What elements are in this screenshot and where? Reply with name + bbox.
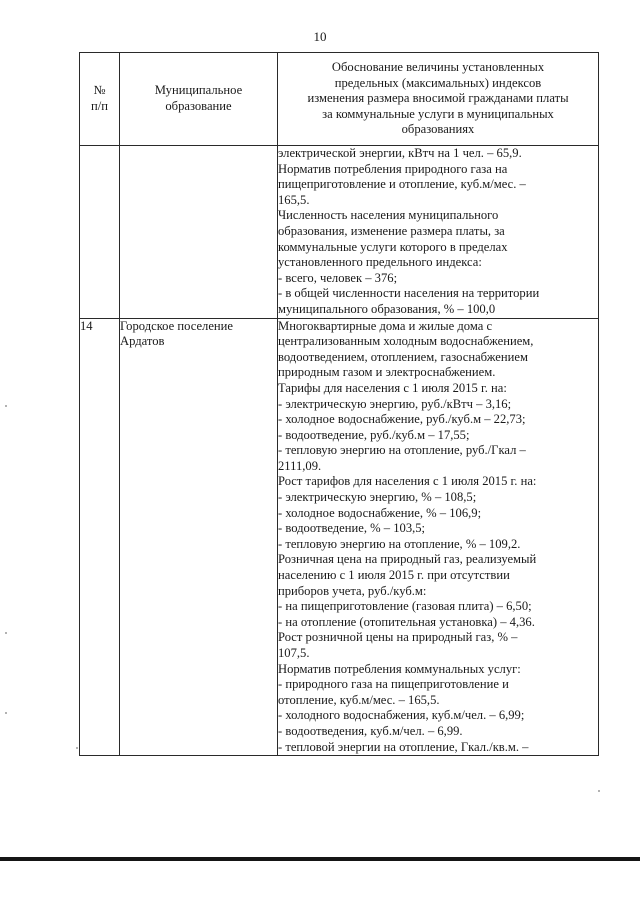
- header-municipality-line: образование: [165, 99, 232, 113]
- text-line: населению с 1 июля 2015 г. при отсутствии: [278, 568, 510, 583]
- header-municipality-line: Муниципальное: [154, 83, 243, 98]
- text-line: - в общей численности населения на территории: [278, 286, 540, 301]
- tariff-table: [79, 52, 599, 756]
- table-row: [80, 318, 599, 756]
- text-line: образования, изменение размера платы, за: [278, 223, 505, 238]
- table-header-row: [80, 53, 599, 146]
- text-line: - природного газа на пищеприготовление и: [278, 677, 509, 692]
- text-line: Норматив потребления природного газа на: [278, 161, 508, 176]
- text-line: - на отопление (отопительная установка) – 4,36.: [278, 614, 535, 629]
- row-municipality-cell: [120, 146, 278, 319]
- text-line: - холодное водоснабжение, руб./куб.м – 22,73;: [278, 412, 526, 427]
- row-number-cell: 14: [80, 318, 120, 756]
- text-line: Численность населения муниципального: [278, 208, 499, 223]
- text-line: Рост тарифов для населения с 1 июля 2015 г. на:: [278, 474, 537, 489]
- text-line: - на пищеприготовление (газовая плита) – 6,50;: [278, 599, 532, 614]
- text-line: муниципального образования, % – 100,0: [278, 301, 496, 316]
- text-line: 107,5.: [278, 646, 310, 660]
- text-line: Тарифы для населения с 1 июля 2015 г. на:: [278, 380, 507, 395]
- text-line: - тепловой энергии на отопление, Гкал./кв.м. –: [278, 739, 529, 754]
- scan-speck: [76, 747, 78, 749]
- header-justification-line: за коммунальные услуги в муниципальных: [322, 106, 554, 121]
- text-line: водоотведением, отоплением, газоснабжением: [278, 349, 528, 364]
- municipality-line: Городское поселение: [120, 318, 233, 333]
- scan-speck: [5, 632, 7, 634]
- text-line: - водоотведение, % – 103,5;: [278, 521, 426, 536]
- text-line: 165,5.: [278, 192, 310, 207]
- text-line: - электрическую энергию, руб./кВтч – 3,16;: [278, 396, 512, 411]
- text-line: отопление, куб.м/мес. – 165,5.: [278, 692, 440, 707]
- text-line: Многоквартирные дома и жилые дома с: [278, 318, 493, 333]
- text-line: пищеприготовление и отопление, куб.м/мес. –: [278, 177, 526, 192]
- text-line: природным газом и электроснабжением.: [278, 365, 496, 380]
- municipality-line: Ардатов: [120, 334, 165, 349]
- header-justification-line: изменения размера вносимой гражданами платы: [307, 91, 569, 106]
- scan-speck: [5, 405, 7, 407]
- header-justification-line: образованиях: [401, 122, 475, 137]
- header-number-line: №: [93, 83, 106, 98]
- scan-speck: [598, 790, 600, 792]
- table-row: [80, 146, 599, 319]
- header-number: [80, 53, 120, 146]
- text-line: - холодное водоснабжение, % – 106,9;: [278, 505, 482, 520]
- text-line: Розничная цена на природный газ, реализуемый: [278, 552, 537, 567]
- text-line: - электрическую энергию, % – 108,5;: [278, 490, 477, 505]
- row-justification-cell: [278, 146, 599, 319]
- row-justification-cell: [278, 318, 599, 756]
- scan-edge-rule: [0, 857, 640, 861]
- row-number-cell: [80, 146, 120, 319]
- text-line: коммунальные услуги которого в пределах: [278, 239, 508, 254]
- row-municipality-cell: [120, 318, 278, 756]
- text-line: - водоотведения, куб.м/чел. – 6,99.: [278, 723, 463, 738]
- text-line: 2111,09.: [278, 458, 322, 473]
- text-line: Рост розничной цены на природный газ, % –: [278, 630, 518, 645]
- page-number: 10: [313, 29, 327, 44]
- text-line: приборов учета, руб./куб.м:: [278, 583, 427, 598]
- text-line: установленного предельного индекса:: [278, 255, 482, 270]
- text-line: - тепловую энергию на отопление, руб./Гкал –: [278, 443, 526, 458]
- text-line: Норматив потребления коммунальных услуг:: [278, 661, 521, 676]
- header-justification-line: предельных (максимальных) индексов: [334, 75, 542, 90]
- header-justification: [278, 53, 599, 146]
- header-justification-line: Обоснование величины установленных: [331, 60, 545, 75]
- text-line: - холодного водоснабжения, куб.м/чел. – 6,99;: [278, 708, 525, 723]
- text-line: - всего, человек – 376;: [278, 270, 398, 285]
- scan-speck: [5, 712, 7, 714]
- header-municipality: [120, 53, 278, 146]
- text-line: централизованным холодным водоснабжением,: [278, 334, 534, 349]
- text-line: - тепловую энергию на отопление, % – 109,2.: [278, 536, 521, 551]
- text-line: - водоотведение, руб./куб.м – 17,55;: [278, 427, 470, 442]
- text-line: электрической энергии, кВтч на 1 чел. – 65,9.: [278, 146, 522, 160]
- header-number-line: п/п: [91, 99, 108, 113]
